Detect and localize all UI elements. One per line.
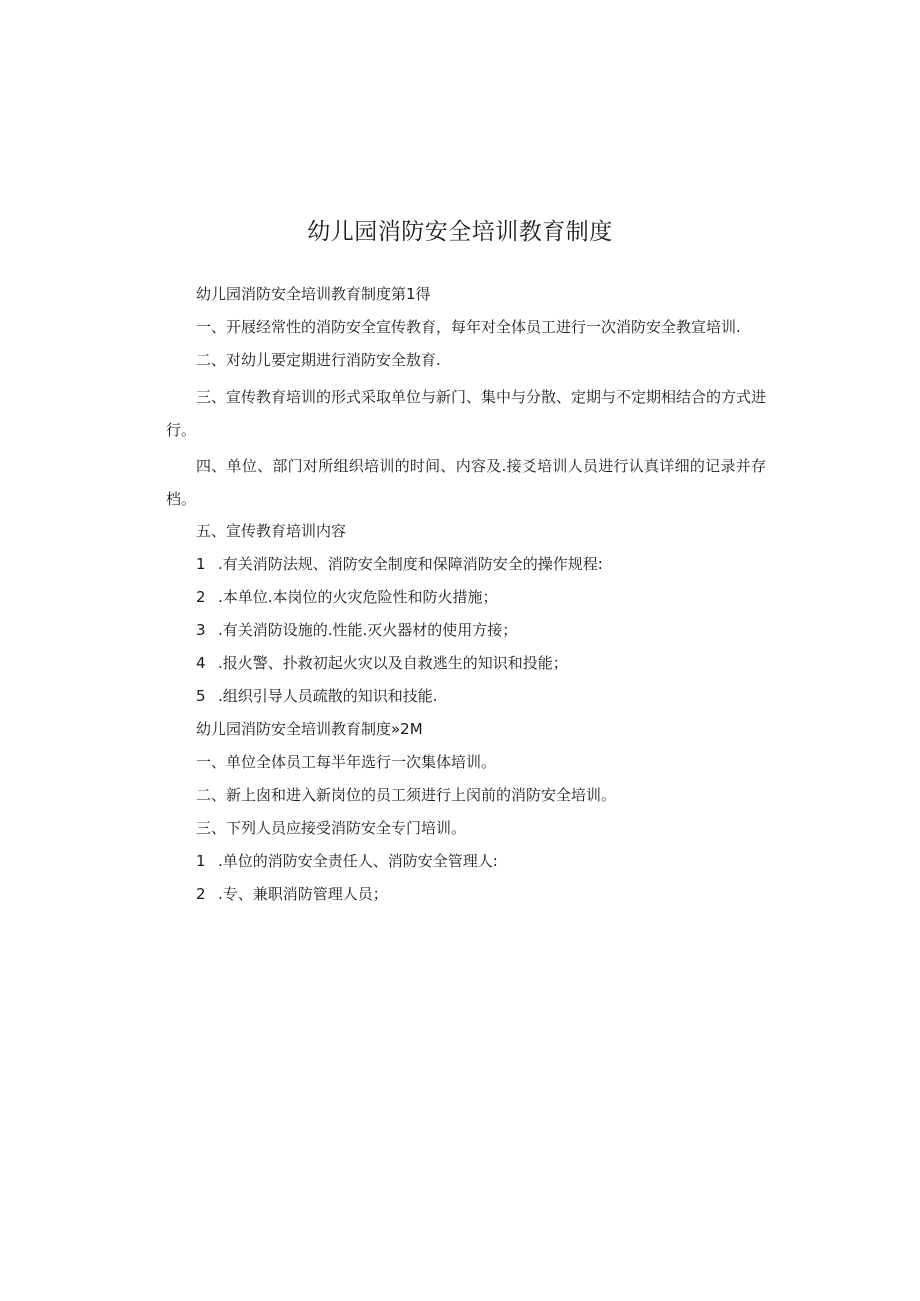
list-item-text: .有关消防法规、消防安全制度和保障消防安全的操作规程: [218, 555, 603, 573]
list-item-text: .单位的消防安全责任人、消防安全管理人: [218, 852, 498, 870]
paragraph: 四、单位、部门对所组织培训的时间、内容及.接爻培训人员进行认真详细的记录并存档。 [166, 457, 766, 508]
paragraph: 一、开屐经常性的消防安全宣传教育，每年对全体员工进行一次消防安全教宣培训. [196, 318, 741, 336]
document-body [166, 282, 766, 915]
list-item-text: .组织引导人员疏散的知识和技能. [218, 687, 438, 705]
list-item-text: .本单位.本岗位的火灾危险性和防火措施； [218, 588, 498, 606]
section-heading: 幼儿园消防安全培训教育制度第1得 [196, 285, 431, 303]
list-item-number: 4 [196, 654, 206, 672]
paragraph: 一、单位全体员工每半年选行一次集体培训。 [196, 753, 497, 771]
list-item-text: .专、兼职消防管理人员； [218, 885, 388, 903]
paragraph: 二、新上囱和进入新岗位的员工须进行上闵前的消防安全培训。 [196, 786, 617, 804]
list-item-number: 5 [196, 687, 206, 705]
paragraph: 五、宣传教育培训内容 [196, 522, 347, 540]
section-heading: 幼儿园消防安全培训教育制度»2M [196, 720, 423, 738]
list-item-text: .报火警、扑救初起火灾以及自救逃生的知识和投能； [218, 654, 568, 672]
list-item [166, 585, 766, 609]
list-item [166, 684, 766, 708]
paragraph: 三、下列人员应接受消防安全专门培训。 [196, 819, 467, 837]
list-item-number: 2 [196, 885, 206, 903]
document-title: 幼儿园消防安全培训教育制度 [307, 219, 613, 245]
list-item-number: 1 [196, 852, 206, 870]
list-item-number: 2 [196, 588, 206, 606]
list-item [166, 849, 766, 873]
paragraph: 二、对幼儿要定期进行消防安全敖育. [196, 351, 441, 369]
list-item-number: 1 [196, 555, 206, 573]
list-item [166, 882, 766, 906]
list-item-number: 3 [196, 621, 206, 639]
list-item [166, 552, 766, 576]
list-item-text: .有关消防设施的.性能.灭火器材的使用方接； [218, 621, 518, 639]
paragraph: 三、宣传教育培训的形式采取单位与新门、集中与分散、定期与不定期相结合的方式进行。 [166, 388, 767, 439]
list-item [166, 618, 766, 642]
list-item [166, 651, 766, 675]
